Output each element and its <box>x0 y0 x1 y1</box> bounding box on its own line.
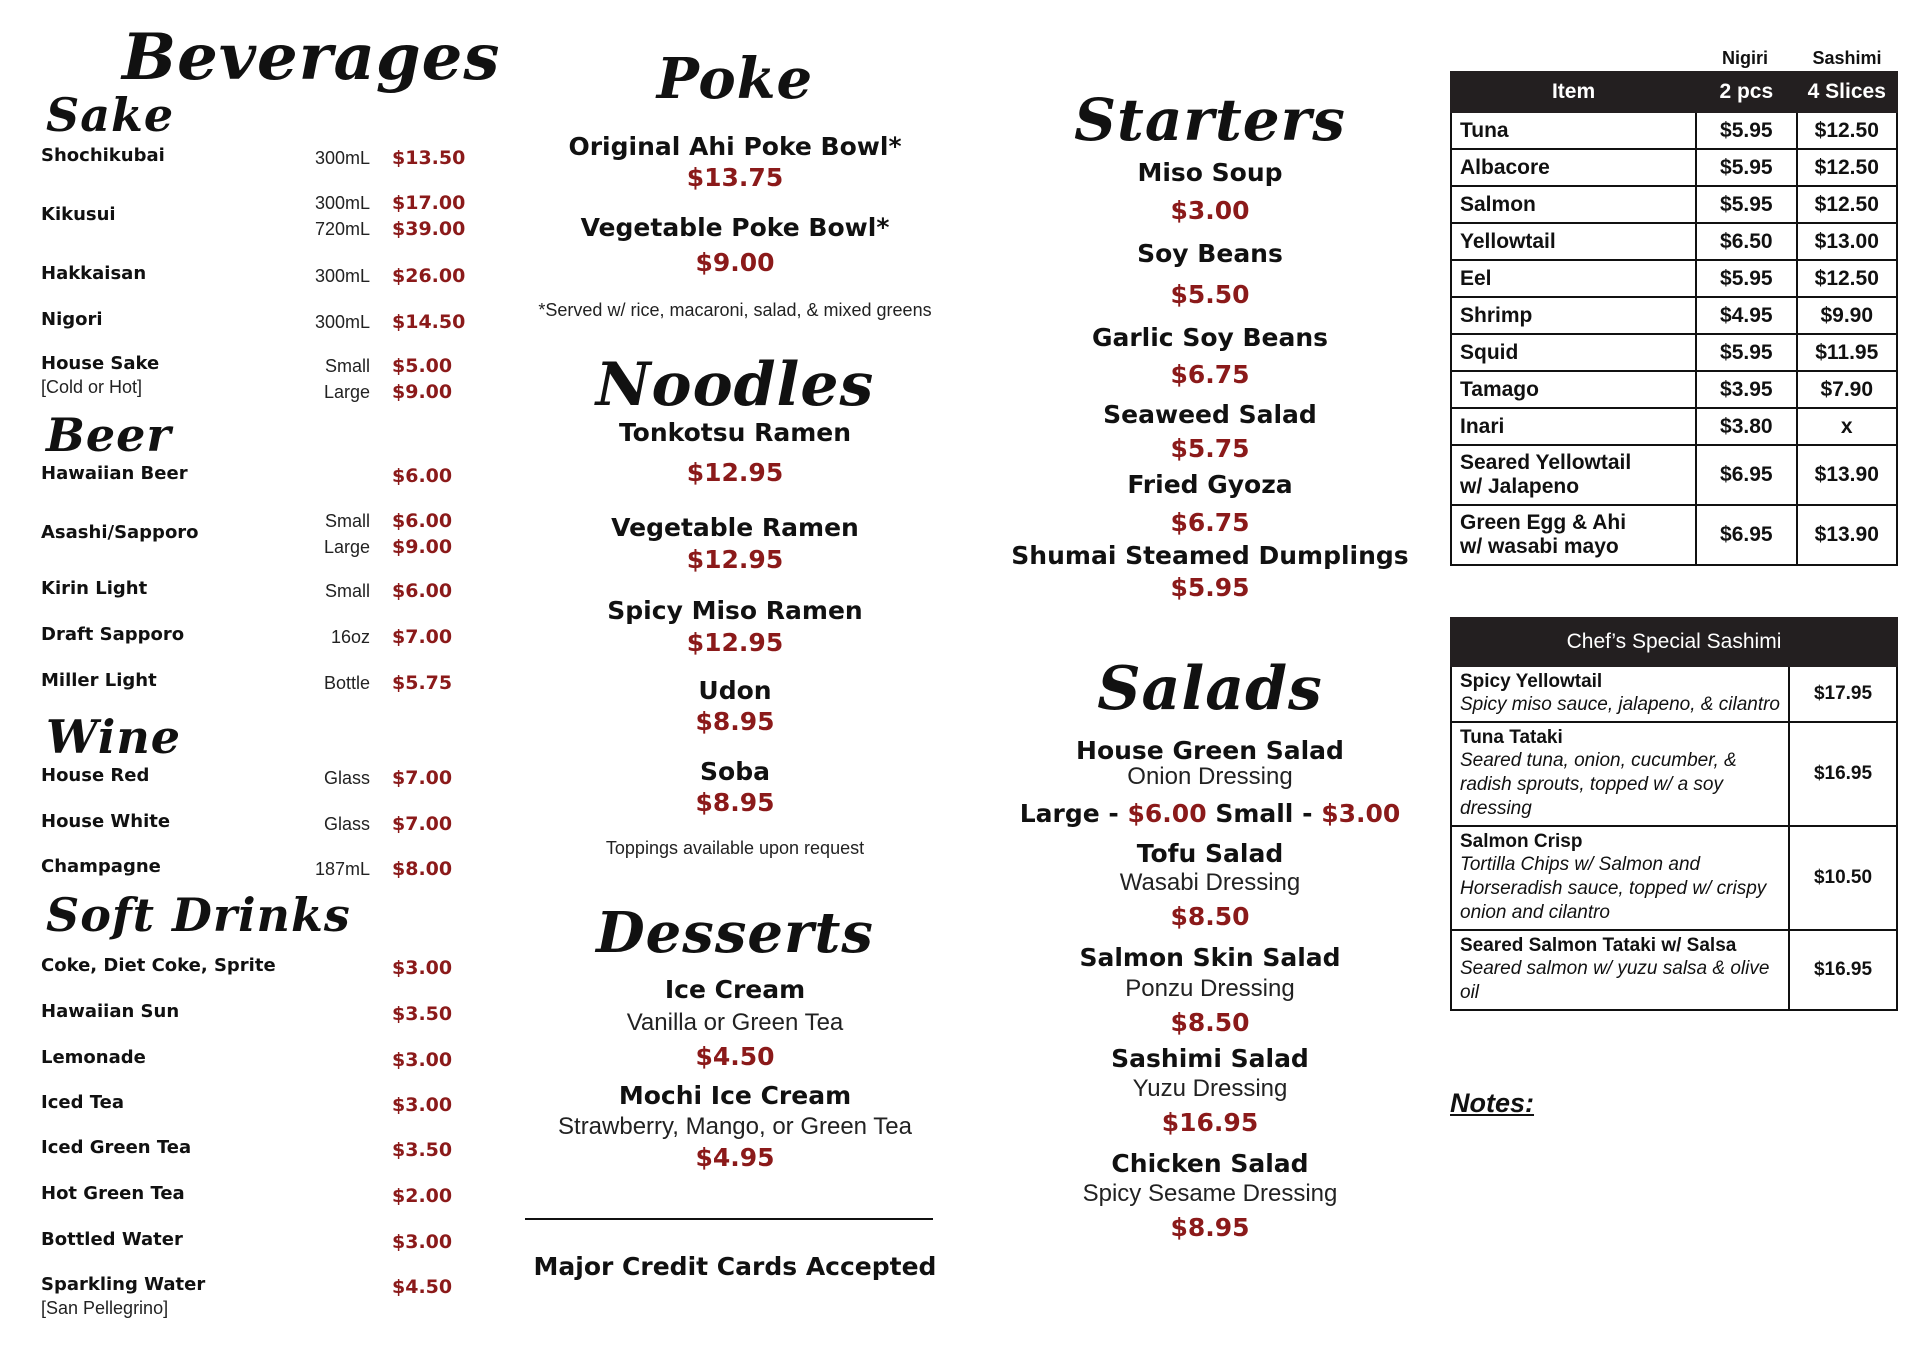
beverage-price: $3.00 <box>392 1231 453 1253</box>
beverage-size: 300mL 720mL <box>314 193 370 239</box>
sashimi-price-cell: x <box>1797 408 1897 445</box>
large-price: $6.00 <box>1127 799 1207 828</box>
beverage-size: Glass <box>323 814 370 834</box>
table-row <box>1451 445 1897 505</box>
house-salad-prices <box>1000 799 1420 828</box>
beverage-price: $6.00 $9.00 <box>392 510 453 558</box>
starter-item-name: Miso Soup <box>1137 158 1283 187</box>
beverage-row <box>40 145 480 185</box>
item-cell: Eel <box>1451 260 1696 297</box>
special-price-cell: $16.95 <box>1789 930 1897 1010</box>
beverage-price: $7.00 <box>392 767 453 789</box>
nigiri-sashimi-table <box>1450 71 1898 566</box>
poke-item-name: Original Ahi Poke Bowl* <box>568 132 902 161</box>
table-header-row <box>1451 72 1897 112</box>
beverage-size: 300mL <box>314 148 370 168</box>
item-cell: Squid <box>1451 334 1696 371</box>
beverage-name: House Sake <box>41 353 160 374</box>
beverage-name: House Red <box>41 765 150 786</box>
noodle-item-name: Tonkotsu Ramen <box>618 418 852 447</box>
wine-heading: Wine <box>46 710 182 764</box>
starter-item-name: Shumai Steamed Dumplings <box>1011 541 1409 570</box>
noodle-item-price: $12.95 <box>686 458 784 487</box>
beverage-size: Glass <box>323 768 370 788</box>
poke-title: Poke <box>656 46 814 112</box>
beverage-row <box>40 811 480 851</box>
sashimi-price-cell: $9.90 <box>1797 297 1897 334</box>
salad-item-price: $8.50 <box>1170 902 1250 931</box>
beverage-row <box>40 1092 480 1132</box>
beverage-row <box>40 578 480 618</box>
dessert-item-price: $4.50 <box>695 1042 775 1071</box>
beverage-price: $5.75 <box>392 672 453 694</box>
beverage-name: Hawaiian Sun <box>41 1001 180 1022</box>
table-row <box>1451 722 1897 826</box>
beverage-name: Iced Green Tea <box>41 1137 192 1158</box>
beverage-size: Small <box>324 581 370 601</box>
table-row <box>1451 930 1897 1010</box>
small-label: Small - <box>1215 799 1313 828</box>
noodles-title: Noodles <box>595 350 875 420</box>
special-name: Spicy Yellowtail <box>1460 671 1603 692</box>
item-cell: Inari <box>1451 408 1696 445</box>
special-name: Seared Salmon Tataki w/ Salsa <box>1460 935 1737 956</box>
starter-item-price: $3.00 <box>1170 196 1250 225</box>
special-desc: Seared salmon w/ yuzu salsa & olive oil <box>1460 958 1770 1003</box>
beverage-note: [Cold or Hot] <box>41 377 143 397</box>
special-name: Salmon Crisp <box>1460 831 1583 852</box>
sashimi-top-header: Sashimi <box>1812 48 1882 68</box>
divider-line <box>525 1218 933 1220</box>
beverage-size: Small Large <box>323 356 370 402</box>
noodle-item-name: Soba <box>700 757 770 786</box>
beverage-name: Bottled Water <box>41 1229 183 1250</box>
nigiri-price-cell: $5.95 <box>1696 334 1796 371</box>
beverage-row <box>40 1183 480 1223</box>
dessert-item-desc: Strawberry, Mango, or Green Tea <box>558 1113 912 1140</box>
beverage-row <box>40 353 480 403</box>
beverage-name: Miller Light <box>41 670 157 691</box>
beverage-name: Hakkaisan <box>41 263 147 284</box>
starter-item-price: $5.75 <box>1170 434 1250 463</box>
table-row <box>1451 666 1897 722</box>
table-row <box>1451 297 1897 334</box>
beverage-price: $4.50 <box>392 1276 453 1298</box>
salad-item-name: House Green Salad <box>1076 736 1344 765</box>
desserts-title: Desserts <box>596 900 874 966</box>
noodle-item-name: Spicy Miso Ramen <box>607 596 863 625</box>
starter-item-name: Soy Beans <box>1137 239 1283 268</box>
sashimi-price-cell: $13.90 <box>1797 505 1897 565</box>
beverage-name: Coke, Diet Coke, Sprite <box>41 955 276 976</box>
starter-item-name: Fried Gyoza <box>1127 470 1293 499</box>
notes-label: Notes: <box>1450 1088 1535 1118</box>
special-desc: Seared tuna, onion, cucumber, & radish sprouts, topped w/ a soy dressing <box>1460 750 1737 819</box>
beverage-price: $2.00 <box>392 1185 453 1207</box>
poke-item-price: $13.75 <box>686 163 784 192</box>
salad-item-name: Salmon Skin Salad <box>1079 943 1341 972</box>
beverage-size: 300mL <box>314 266 370 286</box>
soft-drinks-heading: Soft Drinks <box>46 888 351 942</box>
nigiri-price-cell: $5.95 <box>1696 149 1796 186</box>
salad-item-desc: Wasabi Dressing <box>1119 869 1301 896</box>
poke-item-name: Vegetable Poke Bowl* <box>580 213 890 242</box>
table-row <box>1451 826 1897 930</box>
noodle-item-price: $8.95 <box>695 707 775 736</box>
beverage-name: House White <box>41 811 171 832</box>
nigiri-price-cell: $6.95 <box>1696 505 1796 565</box>
nigiri-price-cell: $6.50 <box>1696 223 1796 260</box>
item-header: Item <box>1451 72 1696 112</box>
beverage-name: Champagne <box>41 856 161 877</box>
special-cell <box>1451 826 1789 930</box>
beverage-price: $3.50 <box>392 1003 453 1025</box>
item-cell: Seared Yellowtail w/ Jalapeno <box>1451 445 1696 505</box>
beverage-name: Shochikubai <box>41 145 165 166</box>
beverage-price: $8.00 <box>392 858 453 880</box>
nigiri-price-cell: $5.95 <box>1696 260 1796 297</box>
salad-item-desc: Spicy Sesame Dressing <box>1082 1180 1338 1207</box>
table-row <box>1451 334 1897 371</box>
poke-item-price: $9.00 <box>695 248 775 277</box>
special-desc: Spicy miso sauce, jalapeno, & cilantro <box>1460 694 1780 715</box>
poke-footnote: *Served w/ rice, macaroni, salad, & mixed greens <box>538 300 932 320</box>
beverage-row <box>40 1047 480 1087</box>
beverage-price: $3.00 <box>392 1094 453 1116</box>
nigiri-header: 2 pcs <box>1696 72 1796 112</box>
beverage-row <box>40 1229 480 1269</box>
beverage-row <box>40 309 480 349</box>
item-cell: Shrimp <box>1451 297 1696 334</box>
item-cell: Salmon <box>1451 186 1696 223</box>
beverage-size: 300mL <box>314 312 370 332</box>
special-price-cell: $10.50 <box>1789 826 1897 930</box>
table-row <box>1451 408 1897 445</box>
salad-item-desc: Ponzu Dressing <box>1125 975 1295 1002</box>
special-desc: Tortilla Chips w/ Salmon and Horseradish sauce, topped w/ crispy onion and cilantro <box>1460 854 1767 923</box>
salad-item-price: $16.95 <box>1161 1108 1259 1137</box>
sashimi-price-cell: $11.95 <box>1797 334 1897 371</box>
beverage-row <box>40 1274 480 1318</box>
noodle-item-price: $12.95 <box>686 545 784 574</box>
special-price-cell: $17.95 <box>1789 666 1897 722</box>
table-row <box>1451 186 1897 223</box>
table-header-row <box>1451 618 1897 666</box>
salad-item-desc: Onion Dressing <box>1127 763 1293 790</box>
sashimi-header: 4 Slices <box>1797 72 1897 112</box>
salad-item-name: Chicken Salad <box>1111 1149 1309 1178</box>
item-cell: Tuna <box>1451 112 1696 149</box>
sashimi-price-cell: $13.90 <box>1797 445 1897 505</box>
table-row <box>1451 505 1897 565</box>
beverage-row <box>40 624 480 664</box>
dessert-item-name: Ice Cream <box>664 975 806 1004</box>
nigiri-price-cell: $4.95 <box>1696 297 1796 334</box>
nigiri-price-cell: $3.95 <box>1696 371 1796 408</box>
beverage-name: Hot Green Tea <box>41 1183 185 1204</box>
item-cell: Albacore <box>1451 149 1696 186</box>
salad-item-price: $8.95 <box>1170 1213 1250 1242</box>
noodle-item-price: $12.95 <box>686 628 784 657</box>
sake-heading: Sake <box>46 88 175 142</box>
beverage-row <box>40 263 480 303</box>
special-cell <box>1451 930 1789 1010</box>
beverage-size: 16oz <box>330 627 370 647</box>
item-cell: Green Egg & Ahi w/ wasabi mayo <box>1451 505 1696 565</box>
beverage-row <box>40 508 480 558</box>
beverage-price: $3.00 <box>392 1049 453 1071</box>
beverage-size: 187mL <box>314 859 370 879</box>
nigiri-price-cell: $5.95 <box>1696 186 1796 223</box>
salad-item-price: $8.50 <box>1170 1008 1250 1037</box>
sashimi-price-cell: $13.00 <box>1797 223 1897 260</box>
dessert-item-desc: Vanilla or Green Tea <box>626 1009 844 1036</box>
beer-heading: Beer <box>46 408 172 462</box>
noodle-item-name: Udon <box>698 676 772 705</box>
salads-title: Salads <box>1097 654 1323 724</box>
beverage-price: $6.00 <box>392 465 453 487</box>
starter-item-name: Seaweed Salad <box>1103 400 1317 429</box>
beverage-price: $3.50 <box>392 1139 453 1161</box>
sashimi-price-cell: $7.90 <box>1797 371 1897 408</box>
dessert-item-price: $4.95 <box>695 1143 775 1172</box>
beverage-name: Hawaiian Beer <box>41 463 188 484</box>
large-label: Large - <box>1019 799 1119 828</box>
table-row <box>1451 149 1897 186</box>
beverage-price: $13.50 <box>392 147 466 169</box>
beverage-name: Nigori <box>41 309 103 330</box>
nigiri-price-cell: $6.95 <box>1696 445 1796 505</box>
small-price: $3.00 <box>1321 799 1401 828</box>
beverage-price: $3.00 <box>392 957 453 979</box>
sashimi-price-cell: $12.50 <box>1797 186 1897 223</box>
beverage-price: $7.00 <box>392 813 453 835</box>
salad-item-desc: Yuzu Dressing <box>1132 1075 1288 1102</box>
beverage-price: $6.00 <box>392 580 453 602</box>
beverage-price: $7.00 <box>392 626 453 648</box>
beverage-name: Sparkling Water <box>41 1274 206 1295</box>
special-cell <box>1451 666 1789 722</box>
chef-special-table <box>1450 617 1898 1011</box>
salad-item-name: Tofu Salad <box>1136 839 1284 868</box>
starter-item-price: $6.75 <box>1170 508 1250 537</box>
table-row <box>1451 223 1897 260</box>
noodles-note: Toppings available upon request <box>605 838 865 858</box>
dessert-item-name: Mochi Ice Cream <box>618 1081 852 1110</box>
beverage-name: Kikusui <box>41 204 116 225</box>
nigiri-price-cell: $3.80 <box>1696 408 1796 445</box>
beverage-row <box>40 955 480 995</box>
table-row <box>1451 371 1897 408</box>
sashimi-price-cell: $12.50 <box>1797 112 1897 149</box>
special-name: Tuna Tataki <box>1460 727 1563 748</box>
beverage-name: Lemonade <box>41 1047 146 1068</box>
beverage-name: Kirin Light <box>41 578 148 599</box>
beverage-row <box>40 1137 480 1177</box>
beverage-price: $5.00 $9.00 <box>392 355 453 403</box>
beverage-row <box>40 765 480 805</box>
beverage-row <box>40 1001 480 1041</box>
beverage-name: Iced Tea <box>41 1092 124 1113</box>
starter-item-price: $6.75 <box>1170 360 1250 389</box>
beverage-note: [San Pellegrino] <box>41 1298 169 1318</box>
starters-title: Starters <box>1074 86 1346 154</box>
beverage-size: Bottle <box>323 673 370 693</box>
special-cell <box>1451 722 1789 826</box>
beverage-price: $14.50 <box>392 311 466 333</box>
sashimi-price-cell: $12.50 <box>1797 149 1897 186</box>
sashimi-price-cell: $12.50 <box>1797 260 1897 297</box>
table-row <box>1451 112 1897 149</box>
nigiri-top-header: Nigiri <box>1721 48 1768 68</box>
noodle-item-price: $8.95 <box>695 788 775 817</box>
item-cell: Yellowtail <box>1451 223 1696 260</box>
beverage-row <box>40 670 480 710</box>
table-row <box>1451 260 1897 297</box>
beverage-row <box>40 190 480 240</box>
special-price-cell: $16.95 <box>1789 722 1897 826</box>
beverages-title: Beverages <box>122 20 501 95</box>
starter-item-price: $5.50 <box>1170 280 1250 309</box>
starter-item-name: Garlic Soy Beans <box>1091 323 1329 352</box>
starter-item-price: $5.95 <box>1170 573 1250 602</box>
beverage-price: $26.00 <box>392 265 466 287</box>
beverage-row <box>40 463 480 503</box>
beverage-price: $17.00 $39.00 <box>392 192 466 240</box>
item-cell: Tamago <box>1451 371 1696 408</box>
beverage-size: Small Large <box>323 511 370 557</box>
noodle-item-name: Vegetable Ramen <box>611 513 859 542</box>
salad-item-name: Sashimi Salad <box>1111 1044 1309 1073</box>
nigiri-price-cell: $5.95 <box>1696 112 1796 149</box>
beverage-name: Asashi/Sapporo <box>41 522 199 543</box>
beverage-name: Draft Sapporo <box>41 624 185 645</box>
chef-special-title: Chef’s Special Sashimi <box>1451 618 1897 666</box>
credit-cards-note: Major Credit Cards Accepted <box>533 1252 937 1281</box>
